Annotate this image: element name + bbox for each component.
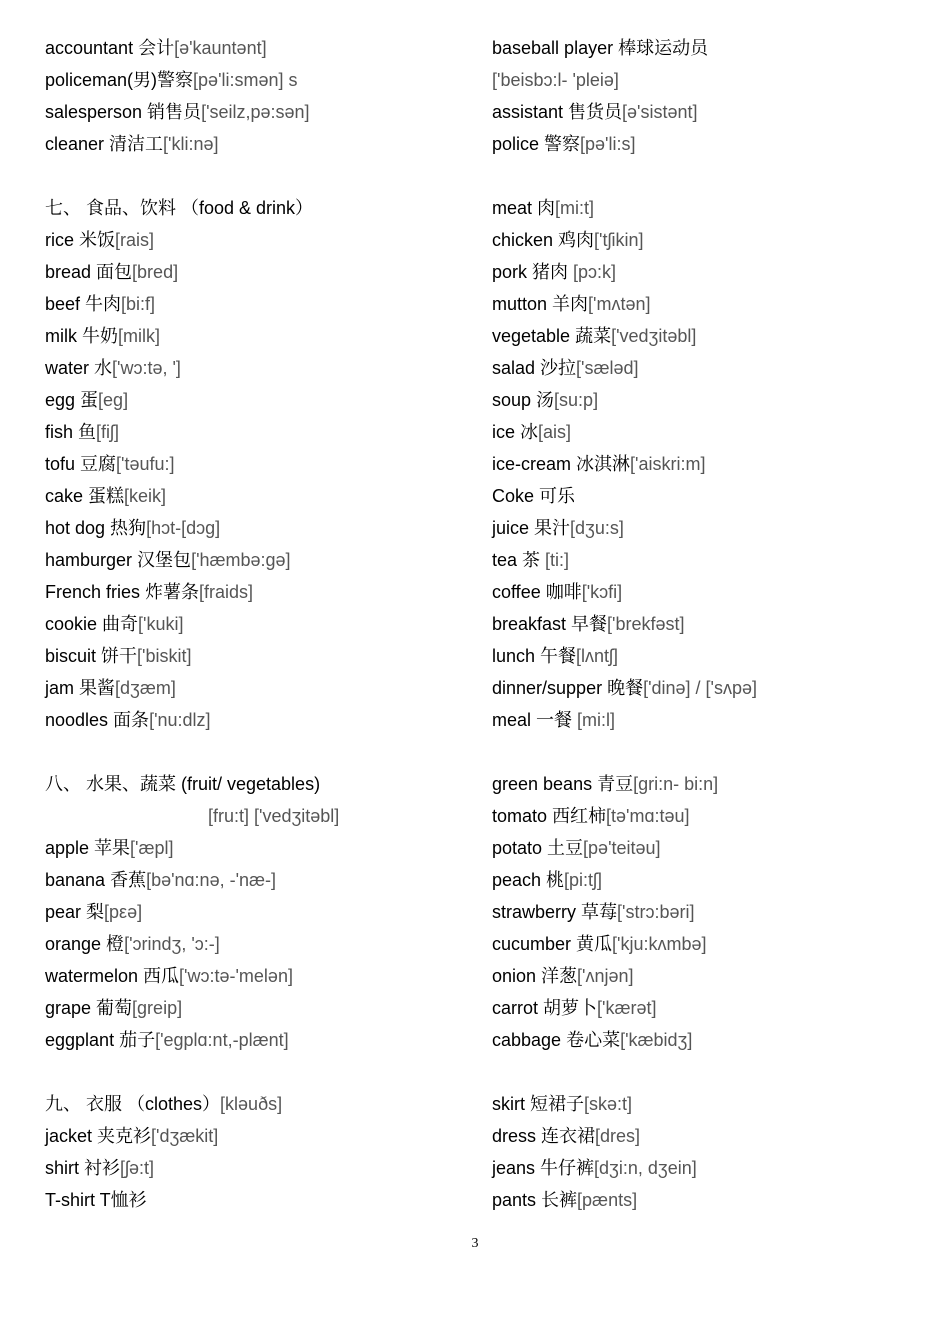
vocab-entry [492,928,932,960]
vocab-word: biscuit 饼干 [45,646,138,666]
vocab-word: 八、 水果、蔬菜 (fruit/ vegetables) [45,774,321,794]
vocab-word: salad 沙拉 [492,358,577,378]
vocab-entry [492,704,932,736]
blank-line [492,736,932,768]
vocab-phonetic: ['brekfəst] [607,614,685,634]
vocab-entry [45,544,465,576]
blank-line [45,1056,465,1088]
vocab-phonetic: [keik] [124,486,167,506]
vocab-entry [492,192,932,224]
vocab-word: peach 桃 [492,870,565,890]
page-number: 3 [471,1236,479,1251]
vocab-entry [492,1184,932,1216]
vocab-phonetic: ['æpl] [130,838,174,858]
vocab-word: mutton 羊肉 [492,294,589,314]
vocab-entry [492,832,932,864]
vocab-entry [492,960,932,992]
vocab-entry [492,32,932,64]
vocab-word: pants 长裤 [492,1190,578,1210]
vocab-word: strawberry 草莓 [492,902,618,922]
vocab-phonetic: ['kɔfi] [581,582,623,602]
vocab-phonetic: ['vedʒitəbl] [611,326,697,346]
vocab-word: watermelon 西瓜 [45,966,180,986]
vocab-phonetic: ['kærət] [597,998,657,1018]
vocab-word: egg 蛋 [45,390,99,410]
vocab-word: cake 蛋糕 [45,486,125,506]
vocab-word: Coke 可乐 [492,486,576,506]
left-column [45,32,465,1216]
vocab-entry [492,608,932,640]
vocab-phonetic: [fru:t] ['vedʒitəbl] [208,806,340,826]
vocab-word: cabbage 卷心菜 [492,1030,621,1050]
vocab-entry [45,192,465,224]
vocab-entry [492,480,932,512]
vocab-entry [45,288,465,320]
vocab-phonetic: ['kli:nə] [163,134,219,154]
vocab-entry [45,480,465,512]
vocab-word: ice 冰 [492,422,539,442]
vocab-entry [45,608,465,640]
vocab-entry [45,448,465,480]
vocab-word: assistant 售货员 [492,102,623,122]
vocab-word: 九、 衣服 （clothes） [45,1094,221,1114]
vocab-entry [492,1088,932,1120]
vocab-entry [492,544,932,576]
vocab-entry [45,512,465,544]
vocab-entry [45,864,465,896]
vocab-word: noodles 面条 [45,710,150,730]
vocab-phonetic: [ʃə:t] [120,1158,155,1178]
blank-line [45,160,465,192]
vocab-entry [45,1152,465,1184]
vocab-word: breakfast 早餐 [492,614,608,634]
vocab-word: meal 一餐 [492,710,578,730]
vocab-phonetic: ['mʌtən] [588,294,651,314]
vocab-word: green beans 青豆 [492,774,634,794]
vocab-phonetic: [greip] [132,998,183,1018]
vocab-phonetic: [rais] [115,230,155,250]
vocab-entry [492,416,932,448]
vocab-entry [45,64,465,96]
vocab-entry [492,1120,932,1152]
vocab-entry [492,448,932,480]
vocab-phonetic: [ti:] [545,550,570,570]
vocab-entry [45,320,465,352]
vocab-word: French fries 炸薯条 [45,582,200,602]
vocab-word: meat 肉 [492,198,556,218]
vocab-entry [492,64,932,96]
vocab-word: chicken 鸡肉 [492,230,595,250]
vocab-phonetic: [pə'li:smən] s [193,70,298,90]
vocab-entry [45,1184,465,1216]
vocab-word: hamburger 汉堡包 [45,550,192,570]
vocab-entry [492,768,932,800]
vocab-phonetic: [gri:n- bi:n] [633,774,719,794]
vocab-entry [492,512,932,544]
vocab-word: jacket 夹克衫 [45,1126,152,1146]
vocab-word: salesperson 销售员 [45,102,202,122]
vocab-word: policeman(男)警察 [45,70,194,90]
vocab-word: bread 面包 [45,262,133,282]
vocab-word: fish 鱼 [45,422,97,442]
vocab-entry [492,800,932,832]
vocab-word: cucumber 黄瓜 [492,934,613,954]
vocab-entry [45,896,465,928]
vocab-entry [45,352,465,384]
vocab-phonetic: [pi:tʃ] [564,870,603,890]
vocab-word: eggplant 茄子 [45,1030,156,1050]
vocab-entry [45,992,465,1024]
vocab-entry [492,224,932,256]
vocab-entry [45,256,465,288]
blank-line [45,736,465,768]
vocab-word: orange 橙 [45,934,125,954]
vocab-word: cleaner 清洁工 [45,134,164,154]
vocab-phonetic: ['ɔrindʒ, 'ɔ:-] [124,934,220,954]
vocab-entry [492,576,932,608]
vocab-phonetic: ['egplɑ:nt,-plænt] [155,1030,289,1050]
vocab-entry [492,1024,932,1056]
vocab-word: dress 连衣裙 [492,1126,596,1146]
vocab-word: rice 米饭 [45,230,116,250]
vocab-entry [492,1152,932,1184]
vocab-phonetic: ['wɔ:tə-'melən] [179,966,293,986]
vocab-phonetic: ['hæmbə:gə] [191,550,291,570]
vocab-phonetic: [kləuðs] [220,1094,283,1114]
vocab-phonetic: ['təufu:] [116,454,175,474]
vocab-word: beef 牛肉 [45,294,122,314]
vocab-phonetic: ['kuki] [138,614,184,634]
vocab-phonetic: ['beisbɔ:l- 'pleiə] [492,70,619,90]
vocab-phonetic: [tə'mɑ:təu] [606,806,690,826]
vocab-phonetic: ['nu:dlz] [149,710,211,730]
vocab-word: cookie 曲奇 [45,614,139,634]
vocab-phonetic: [pænts] [577,1190,638,1210]
vocab-phonetic: [bred] [132,262,179,282]
vocab-entry [492,288,932,320]
vocab-phonetic: ['strɔ:bəri] [617,902,695,922]
vocab-word: T-shirt T恤衫 [45,1190,147,1210]
vocab-entry [492,992,932,1024]
vocab-word: skirt 短裙子 [492,1094,584,1114]
vocab-entry [492,96,932,128]
vocab-entry [45,1088,465,1120]
vocab-entry [492,384,932,416]
vocab-phonetic: [dres] [595,1126,641,1146]
vocab-phonetic: [bə'nɑ:nə, -'næ-] [146,870,277,890]
vocab-phonetic: ['kæbidʒ] [620,1030,693,1050]
vocab-entry [492,864,932,896]
vocab-phonetic: [eg] [98,390,129,410]
vocab-entry [492,896,932,928]
vocab-word: water 水 [45,358,113,378]
vocab-word: juice 果汁 [492,518,571,538]
vocab-phonetic: ['tʃikin] [594,230,644,250]
vocab-word: carrot 胡萝卜 [492,998,598,1018]
vocab-phonetic: [mi:l] [577,710,616,730]
vocab-word: tea 茶 [492,550,546,570]
vocab-entry [492,672,932,704]
vocab-word: pear 梨 [45,902,105,922]
vocab-phonetic: ['ʌnjən] [577,966,634,986]
vocab-entry [492,320,932,352]
vocab-entry [45,960,465,992]
vocab-word: pork 猪肉 [492,262,574,282]
vocab-entry [45,96,465,128]
vocab-word: shirt 衬衫 [45,1158,121,1178]
vocab-phonetic: ['dʒækit] [151,1126,219,1146]
vocab-entry [45,1120,465,1152]
vocab-entry [45,928,465,960]
vocab-phonetic: ['kju:kʌmbə] [612,934,707,954]
vocab-phonetic: [pɔ:k] [573,262,617,282]
vocab-word: milk 牛奶 [45,326,118,346]
vocab-phonetic: [fraids] [199,582,254,602]
vocab-phonetic: [ə'kauntənt] [174,38,267,58]
vocab-entry [45,384,465,416]
blank-line [492,160,932,192]
vocab-entry [492,256,932,288]
vocab-entry [45,224,465,256]
vocab-word: apple 苹果 [45,838,131,858]
vocab-phonetic: [milk] [118,326,160,346]
vocab-phonetic: [su:p] [554,390,599,410]
vocab-word: tofu 豆腐 [45,454,117,474]
vocab-word: ice-cream 冰淇淋 [492,454,631,474]
vocab-entry [492,128,932,160]
vocab-phonetic: [pə'teitəu] [583,838,661,858]
vocab-phonetic: [lʌntʃ] [576,646,619,666]
vocab-word: soup 汤 [492,390,555,410]
vocab-word: jam 果酱 [45,678,116,698]
vocab-phonetic: ['aiskri:m] [630,454,706,474]
vocab-word: jeans 牛仔裤 [492,1158,595,1178]
vocab-phonetic: ['wɔ:tə, '] [112,358,181,378]
vocab-phonetic: [ə'sistənt] [622,102,698,122]
vocab-phonetic: ['seilz,pə:sən] [201,102,310,122]
vocab-word: baseball player 棒球运动员 [492,38,709,58]
vocab-phonetic: [mi:t] [555,198,595,218]
vocab-entry [492,352,932,384]
right-column [492,32,932,1216]
vocab-word: lunch 午餐 [492,646,577,666]
vocab-phonetic: [bi:f] [121,294,156,314]
blank-line [492,1056,932,1088]
vocab-word: police 警察 [492,134,581,154]
vocab-word: hot dog 热狗 [45,518,147,538]
vocab-word: potato 土豆 [492,838,584,858]
vocab-phonetic: [dʒi:n, dʒein] [594,1158,697,1178]
vocab-word: onion 洋葱 [492,966,578,986]
vocab-word: accountant 会计 [45,38,175,58]
vocab-phonetic: [pə'li:s] [580,134,636,154]
vocab-word: dinner/supper 晚餐 [492,678,644,698]
vocab-phonetic: [hɔt-[dɔg] [146,518,221,538]
vocab-word: coffee 咖啡 [492,582,582,602]
vocab-phonetic: [skə:t] [584,1094,633,1114]
vocab-entry [45,128,465,160]
vocab-entry [45,576,465,608]
vocab-phonetic: [ais] [538,422,572,442]
vocab-phonetic: [pεə] [104,902,143,922]
vocab-entry [45,416,465,448]
vocab-word: grape 葡萄 [45,998,133,1018]
vocab-word: tomato 西红柿 [492,806,607,826]
vocab-entry [45,672,465,704]
vocab-entry [45,32,465,64]
vocab-phonetic: [dʒæm] [115,678,176,698]
vocab-entry [45,768,465,800]
vocab-phonetic: ['biskit] [137,646,192,666]
vocab-entry [45,1024,465,1056]
vocab-entry [45,640,465,672]
vocab-phonetic: [dʒu:s] [570,518,624,538]
vocab-entry [45,800,465,832]
vocab-word: banana 香蕉 [45,870,147,890]
vocab-entry [45,704,465,736]
vocab-phonetic: ['sæləd] [576,358,639,378]
vocab-phonetic: ['dinə] / ['sʌpə] [643,678,758,698]
vocab-entry [45,832,465,864]
vocab-entry [492,640,932,672]
vocab-word: 七、 食品、饮料 （food & drink） [45,198,314,218]
vocab-phonetic: [fiʃ] [96,422,120,442]
vocab-word: vegetable 蔬菜 [492,326,612,346]
